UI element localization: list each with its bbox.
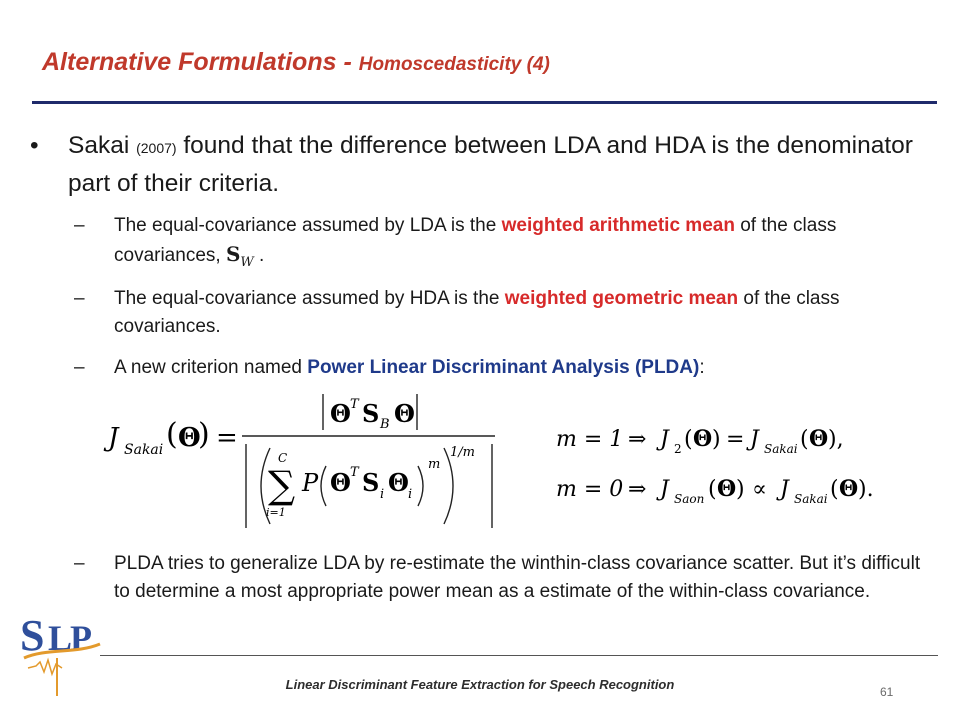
dash-icon: – [74, 553, 85, 574]
case1-implies: ⇒ [628, 427, 647, 452]
sub-bullet-lda-text [114, 212, 931, 277]
logo-p: P [70, 618, 92, 658]
den-theta1: Θ [330, 468, 351, 497]
sub-bullet-generalize-text: PLDA tries to generalize LDA by re-estimate the winthin-class covariance scatter. But it’s difficult to determine a most appropriate power mean as a estimate of the within-class covariance. [114, 553, 921, 602]
case1-jsakai-sub: Sakai [764, 442, 798, 456]
case2-jsaon: J [660, 477, 669, 502]
case2-theta1: Θ [717, 476, 737, 502]
den-power-m: m [428, 457, 441, 472]
bullet-rest: found that the difference between LDA and HDA is the denominator part of their criteria. [68, 132, 913, 197]
case2-propto: ∝ [752, 477, 767, 502]
bullet-prefix: Sakai [68, 132, 137, 159]
sw-symbol [225, 242, 254, 270]
sub-bullet-hda-text [114, 285, 931, 341]
case1-theta2: Θ [809, 426, 829, 452]
case2-p3: ( [830, 477, 839, 502]
lda-text-a: The equal-covariance assumed by LDA is the [114, 215, 502, 236]
den-p: P [302, 469, 319, 497]
sub-bullet-hda [74, 285, 931, 341]
case2-p1: ( [708, 477, 717, 502]
case1-jsakai: J [750, 427, 759, 452]
den-outer-exp: 1/m [450, 445, 475, 460]
case2-p4: ). [858, 477, 874, 502]
case1-j2: J [660, 427, 669, 452]
den-sub-i1: i [380, 487, 385, 502]
case1-p2: ) [712, 427, 721, 452]
sub-bullet-plda-text [114, 354, 931, 382]
case1-theta1: Θ [693, 426, 713, 452]
case2-p2: ) [736, 477, 745, 502]
sw-symbol-s: S [225, 242, 241, 266]
lhs-paren-open: ( [166, 417, 178, 452]
slide-title-sub: Homoscedasticity (4) [358, 54, 550, 75]
lhs-j-sub: Sakai [124, 442, 164, 458]
dash-icon: – [74, 288, 85, 309]
footer-divider [100, 655, 938, 656]
lhs-j: J [108, 423, 119, 453]
plda-text-a: A new criterion named [114, 357, 308, 378]
sub-bullet-lda [74, 212, 931, 277]
case1-eq: = [726, 427, 745, 452]
sub-bullet-generalize [74, 550, 931, 606]
sum-sign: ∑ [268, 463, 296, 507]
case1-p1: ( [684, 427, 693, 452]
num-s: S [362, 399, 380, 428]
sum-lower: i=1 [266, 506, 286, 519]
slide-title [42, 48, 550, 77]
slide-title-main: Alternative Formulations - [42, 48, 359, 76]
den-sub-i2: i [408, 487, 413, 502]
logo-s: S [20, 611, 45, 660]
den-theta2: Θ [388, 468, 409, 497]
footer-title: Linear Discriminant Feature Extraction for Speech Recognition [285, 677, 675, 692]
num-theta1: Θ [330, 399, 351, 428]
den-sup-t: T [350, 465, 359, 480]
case2-theta2: Θ [839, 476, 859, 502]
page-number: 61 [880, 685, 894, 699]
logo-l: L [48, 618, 73, 658]
lda-text-c: . [253, 245, 265, 266]
den-paren-right [418, 466, 423, 506]
lda-text-b: of the class covariances, [114, 215, 837, 266]
den-s: S [362, 468, 380, 497]
lhs-theta: Θ [178, 423, 201, 453]
sw-symbol-sub: W [240, 255, 254, 270]
lhs-paren-close: ) [198, 417, 210, 452]
case1-p3: ( [800, 427, 809, 452]
bullet-year: (2007) [136, 140, 177, 156]
plda-emphasis: Power Linear Discriminant Analysis (PLDA) [307, 357, 700, 378]
dash-icon: – [74, 215, 85, 236]
case2-m: m = 0 [556, 477, 624, 502]
case2-jsakai-sub: Sakai [794, 492, 828, 506]
case2-jsaon-sub: Saon [674, 492, 705, 506]
equals-sign: = [216, 423, 238, 453]
case1-m: m = 1 [556, 427, 624, 452]
hda-text-b: of the class covariances. [114, 288, 840, 337]
num-sup-t: T [350, 397, 359, 412]
dash-icon: – [74, 357, 85, 378]
hda-emphasis: weighted geometric mean [504, 288, 739, 309]
case2-implies: ⇒ [628, 477, 647, 502]
lda-emphasis: weighted arithmetic mean [501, 215, 735, 236]
plda-text-b: : [699, 357, 705, 378]
title-divider [32, 101, 937, 104]
plda-formula [100, 392, 930, 532]
case1-j2-sub: 2 [674, 442, 682, 456]
hda-text-a: The equal-covariance assumed by HDA is the [114, 288, 505, 309]
sum-upper: C [278, 451, 288, 465]
num-theta2: Θ [394, 399, 415, 428]
formula-svg [100, 392, 930, 532]
case1-p4: ), [828, 427, 844, 452]
den-paren-left [321, 466, 326, 506]
bullet-sakai [30, 128, 922, 201]
bullet-dot-icon: • [30, 132, 39, 159]
case2-jsakai: J [780, 477, 789, 502]
sub-bullet-plda [74, 354, 931, 382]
bullet-sakai-text [68, 128, 922, 201]
num-sub-b: B [380, 417, 390, 432]
